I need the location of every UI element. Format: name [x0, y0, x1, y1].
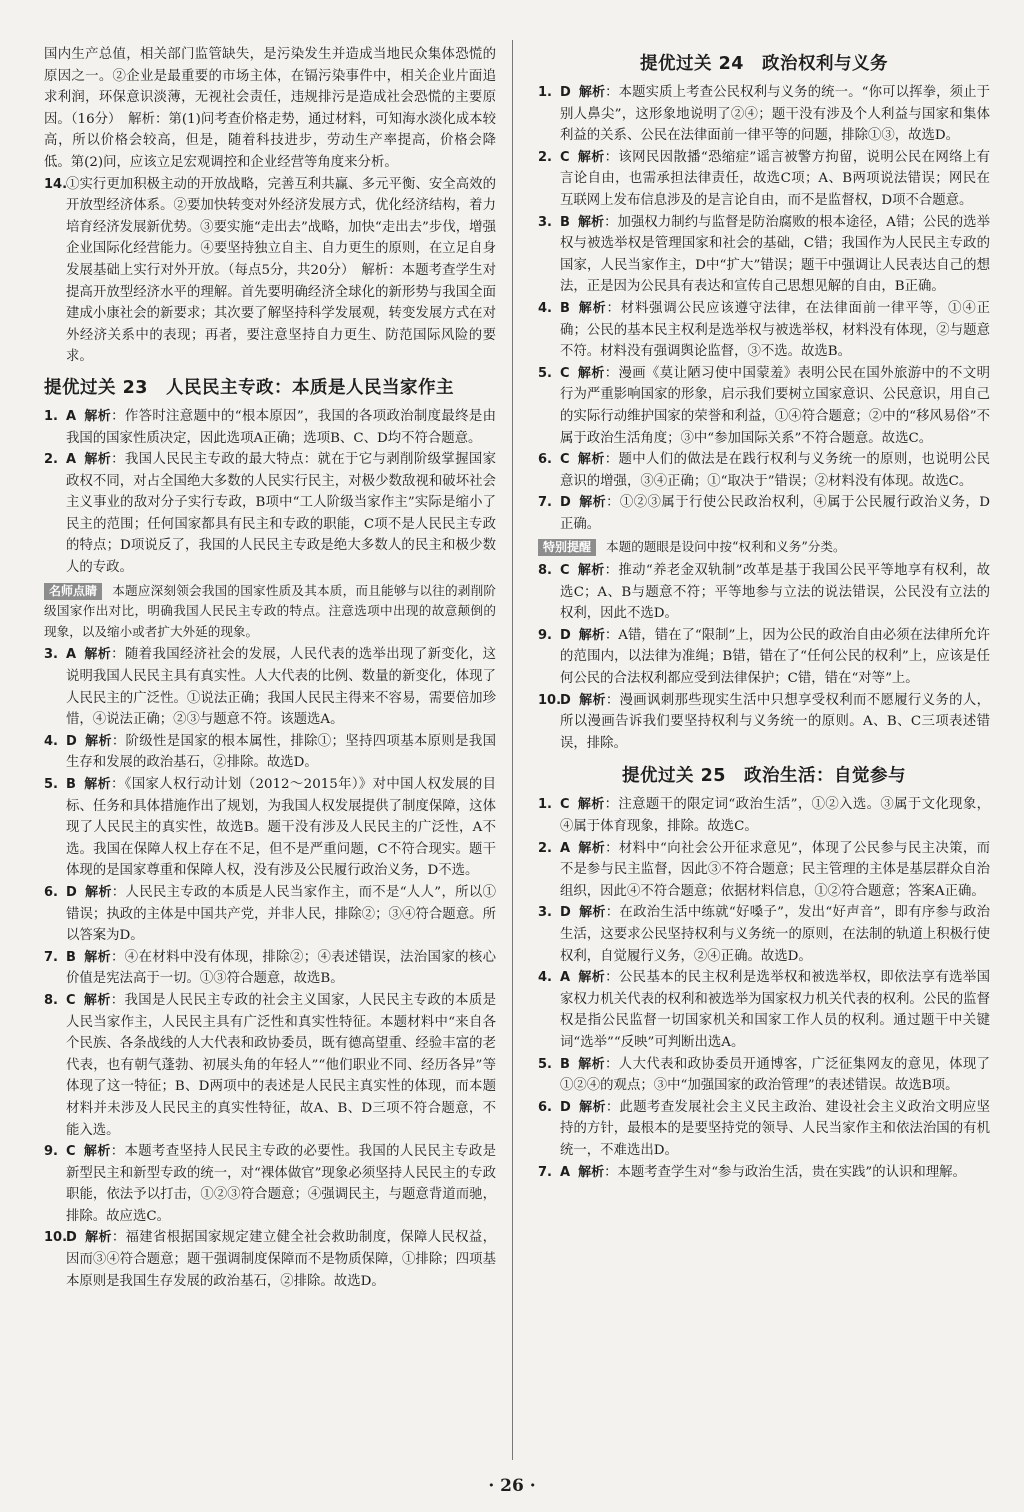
- item-number: 5.: [44, 777, 58, 792]
- answer-item: [44, 947, 496, 990]
- answer-letter: C: [66, 1144, 76, 1160]
- answer-item: [538, 690, 990, 755]
- answer-item: [538, 902, 990, 967]
- analysis-label: 解析: [578, 905, 606, 921]
- analysis-text: ：漫画《莫让陋习使中国蒙羞》表明公民在国外旅游中的不文明行为严重影响国家的形象，启示我们要树立国家意识、公民意识，用自己的实际行动维护国家的荣誉和利益，①④符合题意；②中的“移风易俗”不属于政治生活角度；③中“参加国际关系”不符合题意。故选C。: [560, 365, 990, 446]
- answer-letter: B: [66, 949, 76, 965]
- item-number: 7.: [538, 495, 552, 511]
- analysis-text: ：我国人民民主专政的最大特点：就在于它与剥削阶级掌握国家政权不同，对占全国绝大多数的人民实行民主，对极少数敌视和破坏社会主义事业的敌对分子实行专政，B项中“工人阶级当家作主”实际是缩小了民主的范围；任何国家都具有民主和专政的职能，C项不是人民民主专政的特点；D项说反了，我国的人民民主专政是绝大多数人的民主和极少数人的专政。: [66, 452, 496, 576]
- item-number: 1.: [44, 408, 58, 424]
- answer-item: [44, 731, 496, 774]
- answer-item: [538, 298, 990, 363]
- item-number: 10.: [44, 1230, 68, 1246]
- answer-item: [44, 1141, 496, 1227]
- item-number: 4.: [538, 970, 552, 986]
- analysis-text: ：材料中“向社会公开征求意见”，体现了公民参与民主决策，而不是参与民主监督，因此③不符合题意；民主管理的主体是基层群众自治组织，因此④不符合题意；依据材料信息，①②符合题意；答案A正确。: [560, 840, 990, 899]
- item-number: 8.: [538, 563, 552, 579]
- answer-letter: B: [560, 214, 570, 230]
- answer-letter: A: [66, 408, 77, 424]
- section-25-title: 提优过关 25 政治生活：自觉参与: [622, 766, 906, 787]
- item-14: [44, 174, 496, 368]
- answer-letter: C: [66, 992, 76, 1008]
- answer-letter: A: [560, 840, 571, 856]
- analysis-label: 解析: [578, 970, 606, 986]
- answer-item: [538, 1097, 990, 1162]
- answer-letter: D: [560, 627, 571, 643]
- analysis-text: ：加强权力制约与监督是防治腐败的根本途径，A错；公民的选举权与被选举权是管理国家和社会的基础，C错；我国作为人民民主专政的国家，人民当家作主，D中“扩大”错误；题干中强调让人民表达自己的想法，正是因为公民具有表达和宣传自己思想见解的自由，B正确。: [560, 214, 990, 295]
- analysis-text: ：漫画讽刺那些现实生活中只想享受权利而不愿履行义务的人，所以漫画告诉我们要坚持权利与义务统一的原则。A、B、C三项表述错误，排除。: [560, 692, 990, 751]
- answer-letter: C: [560, 563, 570, 579]
- analysis-label: 解析: [578, 1099, 606, 1115]
- analysis-label: 解析: [84, 452, 112, 468]
- item-number: 2.: [44, 452, 58, 468]
- analysis-label: 解析: [577, 214, 605, 230]
- answer-item: [44, 644, 496, 730]
- answer-item: [538, 967, 990, 1053]
- analysis-label: 解析: [578, 85, 606, 100]
- item-number: 7.: [44, 949, 58, 965]
- answer-item: [538, 838, 990, 903]
- answer-item: [44, 406, 496, 449]
- analysis-label: 解析: [577, 1056, 606, 1072]
- section-23-title: 提优过关 23 人民民主专政：本质是人民当家作主: [44, 377, 454, 398]
- item-number: 10.: [538, 692, 562, 708]
- analysis-label: 解析: [577, 797, 605, 813]
- answer-letter: C: [560, 452, 570, 468]
- item-number: 2.: [538, 840, 552, 856]
- answer-letter: A: [560, 970, 571, 986]
- answer-letter: D: [560, 905, 571, 921]
- answer-letter: A: [66, 647, 77, 663]
- answer-letter: D: [560, 495, 571, 511]
- analysis-label: 解析: [578, 495, 607, 511]
- answer-item: [538, 363, 990, 449]
- tip-tag: 名师点睛: [44, 583, 102, 600]
- analysis-label: 解析: [83, 949, 112, 965]
- analysis-text: ：人大代表和政协委员开通博客，广泛征集网友的意见，体现了①②④的观点；③中“加强国家的政治管理”的表述错误。故选B项。: [560, 1056, 990, 1094]
- analysis-text: ：注意题干的限定词“政治生活”，①②入选。③属于文化现象，④属于体育现象，排除。故选C。: [560, 797, 990, 834]
- analysis-text: ：材料强调公民应该遵守法律，在法律面前一律平等，①④正确；公民的基本民主权利是选举权与被选举权，材料没有体现，②与题意不符。材料没有强调舆论监督，③不选。故选B。: [560, 300, 990, 360]
- analysis-text: ：福建省根据国家规定建立健全社会救助制度，保障人民权益，因而③④符合题意；题干强调制度保障而不是物质保障，①排除；四项基本原则是我国生存发展的政治基石，②排除。故选D。: [66, 1230, 496, 1289]
- left-column: [44, 44, 496, 1292]
- item-number: 6.: [44, 884, 58, 900]
- analysis-text: ：本题考查学生对“参与政治生活，贵在实践”的认识和理解。: [604, 1164, 966, 1180]
- item-number: 6.: [538, 1099, 552, 1115]
- item-number: 2.: [538, 149, 552, 165]
- item-number: 1.: [538, 85, 552, 100]
- answer-item: [538, 449, 990, 492]
- analysis-label: 解析: [83, 992, 111, 1008]
- answer-letter: D: [560, 85, 571, 100]
- analysis-text: ：人民民主专政的本质是人民当家作主，而不是“人人”，所以①错误；执政的主体是中国共产党，并非人民，排除②；③④符合题意。所以答案为D。: [66, 884, 496, 944]
- answer-item: [538, 82, 990, 147]
- tip-text: 本题的题眼是设问中按“权利和义务”分类。: [606, 539, 846, 555]
- answer-letter: B: [560, 300, 570, 316]
- answer-item: [538, 794, 990, 837]
- analysis-label: 解析: [84, 884, 112, 900]
- answer-letter: B: [560, 1056, 570, 1072]
- item-number: 9.: [538, 627, 552, 643]
- item-number: 14.: [44, 176, 68, 192]
- column-divider: [512, 40, 513, 1460]
- section-24-title: 提优过关 24 政治权利与义务: [640, 54, 888, 74]
- analysis-label: 解析: [84, 647, 112, 663]
- answer-letter: D: [66, 733, 77, 749]
- answer-item: [538, 212, 990, 298]
- analysis-text: ：我国是人民民主专政的社会主义国家，人民民主专政的本质是人民当家作主，人民民主具有广泛性和真实性特征。本题材料中“来自各个民族、各条战线的人大代表和政协委员，既有德高望重、经验丰富的老代表，也有朝气蓬勃、初展头角的年轻人”“他们职业不同、经历各异”等体现了这一特征；B、D两项中的表述是人民民主真实性的体现，而本题材料并未涉及人民民主的真实性特征，故A、B、D三项不符合题意，不能入选。: [66, 992, 496, 1138]
- answer-item: [538, 560, 990, 625]
- answer-letter: A: [66, 452, 77, 468]
- analysis-label: 解析: [83, 777, 111, 792]
- analysis-text: ：此题考查发展社会主义民主政治、建设社会主义政治文明应坚持的方针，最根本的是要坚持党的领导、人民当家作主和依法治国的有机统一，不难选出D。: [560, 1099, 990, 1158]
- item-number: 4.: [44, 733, 58, 749]
- right-column: [538, 44, 990, 1183]
- analysis-label: 解析: [84, 408, 112, 424]
- answer-letter: C: [560, 365, 570, 381]
- analysis-text: ：该网民因散播“恐缩症”谣言被警方拘留，说明公民在网络上有言论自由，也需承担法律责任，故选C项；A、B两项说法错误；网民在互联网上发布信息涉及的是言论自由，而不是监督权，D项不合题意。: [560, 149, 990, 208]
- item-number: 5.: [538, 1056, 552, 1072]
- item-number: 9.: [44, 1144, 58, 1160]
- analysis-label: 解析: [577, 149, 605, 165]
- item-number: 6.: [538, 452, 552, 468]
- answer-letter: A: [560, 1164, 571, 1180]
- analysis-text: ：《国家人权行动计划（2012～2015年）》对中国人权发展的目标、任务和具体措施作出了规划，为我国人权发展提供了制度保障，这体现了人民民主的真实性，故选B。题干没有涉及人民民主的广泛性，A不选。我国在保障人权上存在不足，但不是严重问题，C不符合现实。题干体现的是国家尊重和保障人权，没有涉及公民履行政治义务，D不选。: [66, 777, 496, 879]
- page-number: · 26 ·: [488, 1476, 536, 1496]
- analysis-text: ：A错，错在了“限制”上，因为公民的政治自由必须在法律所允许的范围内，以法律为准绳；B错，错在了“任何公民的权利”上，应该是任何公民的合法权利都应受到法律保护；C错，错在“对等”上。: [560, 627, 990, 687]
- analysis-text: ：推动“养老金双轨制”改革是基于我国公民平等地享有权利，故选C；A、B与题意不符；平等地参与立法的说法错误，公民没有立法的权利，因此不选D。: [560, 563, 990, 622]
- analysis-label: 解析: [578, 1164, 605, 1180]
- analysis-label: 解析: [83, 1144, 111, 1160]
- analysis-text: ：题中人们的做法是在践行权利与义务统一的原则，也说明公民意识的增强，③④正确；①“取决于”错误；②材料没有体现。故选C。: [560, 452, 990, 489]
- analysis-label: 解析: [577, 300, 607, 316]
- answer-item: [44, 1227, 496, 1292]
- analysis-label: 解析: [578, 840, 606, 856]
- answer-item: [538, 625, 990, 690]
- answer-item: [538, 1054, 990, 1097]
- analysis-label: 解析: [578, 627, 605, 643]
- answer-item: [538, 1162, 990, 1184]
- analysis-text: ：作答时注意题中的“根本原因”，我国的各项政治制度最终是由我国的国家性质决定，因此选项A正确；选项B、C、D均不符合题意。: [66, 408, 496, 446]
- answer-letter: D: [66, 884, 77, 900]
- answer-letter: D: [560, 692, 571, 708]
- answer-letter: D: [66, 1230, 77, 1246]
- special-reminder: [538, 537, 990, 558]
- analysis-text: ：随着我国经济社会的发展，人民代表的选举出现了新变化，这说明我国人民民主具有真实性。人大代表的比例、数量的新变化，体现了人民民主的广泛性。①说法正确；我国人民民主得来不容易，需要倍加珍惜，④说法正确；②③与题意不符。该题选A。: [66, 647, 496, 728]
- item-number: 5.: [538, 365, 552, 381]
- analysis-text: ：公民基本的民主权利是选举权和被选举权，即依法享有选举国家权力机关代表的权利和被选举为国家权力机关代表的权利。公民的监督权是指公民监督一切国家机关和国家工作人员的权利。通过题干中关键词“选举”“反映”可判断出选A。: [560, 970, 990, 1050]
- item-number: 3.: [44, 647, 58, 663]
- analysis-label: 解析: [578, 692, 606, 708]
- item-text: ①实行更加积极主动的开放战略，完善互利共赢、多元平衡、安全高效的开放型经济体系。②要加快转变对外经济发展方式，优化经济结构，着力培育经济发展新优势。③要实施“走出去”战略，加快“走出去”步伐，增强企业国际化经营能力。④要坚持独立自主、自力更生的原则，在立足自身发展基础上实行对外开放。（每点5分，共20分） 解析：本题考查学生对提高开放型经济水平的理解。首先要明确经济全球化的新形势与我国全面建成小康社会的新要求；其次要了解坚持科学发展观，转变发展方式在对外经济关系中的表现；再者，要注意坚持自力更生、防范国际风险的要求。: [66, 176, 496, 365]
- analysis-text: ：④在材料中没有体现，排除②；④表述错误，法治国家的核心价值是宪法高于一切。①③符合题意，故选B。: [66, 949, 496, 987]
- analysis-label: 解析: [84, 733, 112, 749]
- answer-item: [44, 882, 496, 947]
- answer-letter: C: [560, 797, 570, 813]
- answer-item: [44, 990, 496, 1141]
- answer-item: [44, 449, 496, 579]
- analysis-text: ：在政治生活中练就“好嗓子”，发出“好声音”，即有序参与政治生活，这要求公民坚持权利与义务统一的原则，在法制的轨道上积极行使权利，自觉履行义务，②④正确。故选D。: [560, 905, 990, 964]
- analysis-text: ：本题考查坚持人民民主专政的必要性。我国的人民民主专政是新型民主和新型专政的统一，对“裸体做官”现象必须坚持人民民主的专政职能，依法予以打击，①②③符合题意；④强调民主，与题意背道而驰，排除。故应选C。: [66, 1144, 496, 1224]
- analysis-label: 解析: [577, 563, 605, 579]
- answer-item: [538, 147, 990, 212]
- item-number: 3.: [538, 214, 552, 230]
- analysis-label: 解析: [577, 365, 605, 381]
- item-number: 3.: [538, 905, 552, 921]
- analysis-label: 解析: [577, 452, 605, 468]
- item-number: 8.: [44, 992, 58, 1008]
- analysis-text: ：①②③属于行使公民政治权利，④属于公民履行政治义务，D正确。: [560, 495, 990, 532]
- answer-letter: B: [66, 777, 76, 792]
- analysis-text: ：阶级性是国家的根本属性，排除①；坚持四项基本原则是我国生存和发展的政治基石，②排除。故选D。: [66, 733, 496, 771]
- teacher-tip: [44, 581, 496, 643]
- answer-letter: C: [560, 149, 570, 165]
- answer-item: [44, 774, 496, 882]
- tip-tag: 特别提醒: [538, 539, 596, 556]
- continuation-text: 国内生产总值，相关部门监管缺失，是污染发生并造成当地民众集体恐慌的原因之一。②企业是最重要的市场主体，在镉污染事件中，相关企业片面追求利润，环保意识淡薄，无视社会责任，违规排污是造成社会恐慌的主要原因。（16分） 解析：第(1)问考查价格走势，通过材料，可知海水淡化成本较高，所以价格会较高，但是，随着科技进步，劳动生产率提高，价格会降低。第(2)问，应该立足宏观调控和企业经营等角度来分析。: [44, 47, 496, 170]
- tip-text: 本题应深刻领会我国的国家性质及其本质，而且能够与以往的剥削阶级国家作出对比，明确我国人民民主专政的特点。注意选项中出现的故意颠倒的现象，以及缩小或者扩大外延的现象。: [44, 582, 496, 639]
- analysis-label: 解析: [84, 1230, 112, 1246]
- item-number: 4.: [538, 300, 552, 316]
- item-number: 1.: [538, 797, 552, 813]
- item-number: 7.: [538, 1164, 552, 1180]
- analysis-text: ：本题实质上考查公民权利与义务的统一。“你可以挥拳，须止于别人鼻尖”，这形象地说明了②④；题干没有涉及个人利益与国家和集体利益的关系、公民在法律面前一律平等的问题，排除①③，故选D。: [560, 85, 990, 144]
- answer-letter: D: [560, 1099, 571, 1115]
- answer-item: [538, 492, 990, 535]
